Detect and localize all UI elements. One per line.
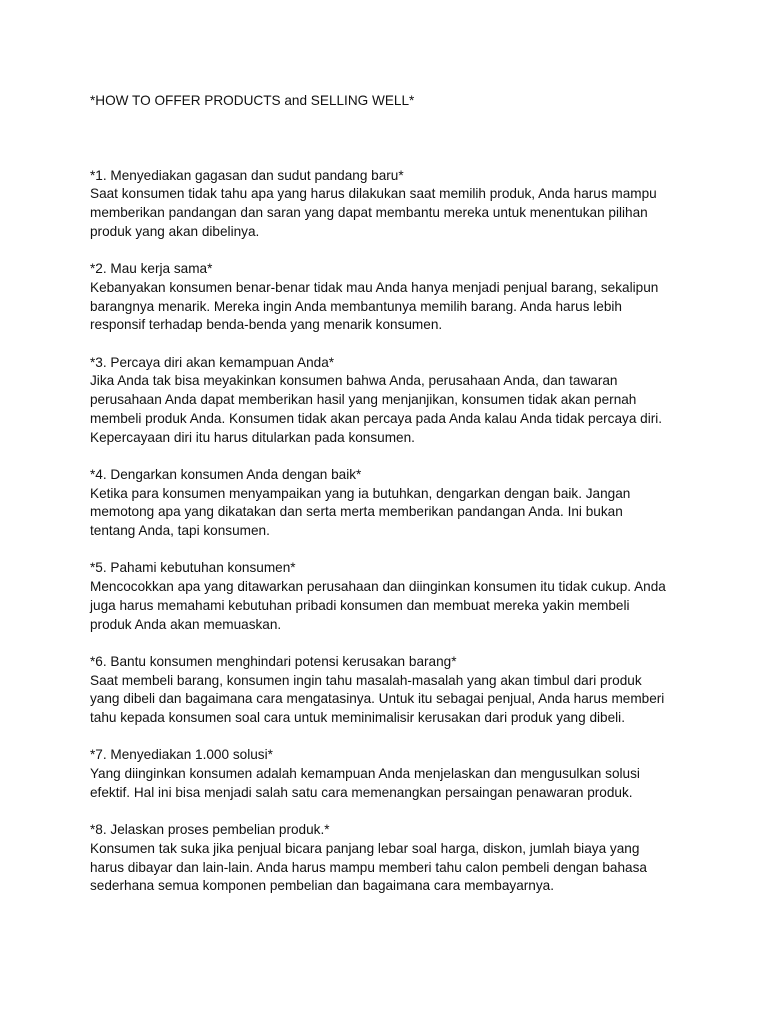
section-body-line: Jika Anda tak bisa meyakinkan konsumen bahwa Anda, perusahaan Anda, dan tawaran [90,373,618,389]
section-8 [90,821,690,896]
section-body-line: tahu kepada konsumen soal cara untuk meminimalisir kerusakan dari produk yang dibeli. [90,710,625,726]
section-body-line: Kepercayaan diri itu harus ditularkan pada konsumen. [90,429,415,445]
section-body-line: efektif. Hal ini bisa menjadi salah satu cara memenangkan persaingan penawaran produk. [90,784,633,800]
section-2 [90,260,690,335]
section-6 [90,653,690,728]
section-heading: *3. Percaya diri akan kemampuan Anda* [90,354,335,370]
section-body-line: perusahaan Anda dapat memberikan hasil yang menjanjikan, konsumen tidak akan pernah [90,392,637,408]
section-body-line: Yang diinginkan konsumen adalah kemampuan Anda menjelaskan dan mengusulkan solusi [90,766,640,782]
section-body-line: Kebanyakan konsumen benar-benar tidak mau Anda hanya menjadi penjual barang, sekalipun [90,279,659,295]
section-body-line: harus dibayar dan lain-lain. Anda harus mampu memberi tahu calon pembeli dengan bahasa [90,859,647,875]
section-body-line: Saat membeli barang, konsumen ingin tahu masalah-masalah yang akan timbul dari produk [90,672,642,688]
section-7 [90,746,690,802]
sections-container [90,167,690,896]
section-heading: *1. Menyediakan gagasan dan sudut pandang baru* [90,167,404,183]
section-body-line: memotong apa yang dikatakan dan serta merta memberikan pandangan Anda. Ini bukan [90,504,623,520]
section-body-line: yang dibeli dan bagaimana cara mengatasinya. Untuk itu sebagai penjual, Anda harus memberi [90,691,665,707]
section-heading: *2. Mau kerja sama* [90,261,213,277]
section-5 [90,559,690,634]
section-body-line: juga harus memahami kebutuhan pribadi konsumen dan membuat mereka yakin membeli [90,597,630,613]
section-heading: *4. Dengarkan konsumen Anda dengan baik* [90,466,362,482]
section-body-line: responsif terhadap benda-benda yang menarik konsumen. [90,317,443,333]
section-body-line: produk yang akan dibelinya. [90,223,260,239]
document-title: *HOW TO OFFER PRODUCTS and SELLING WELL* [90,93,415,108]
section-3 [90,354,690,448]
section-body-line: Ketika para konsumen menyampaikan yang ia butuhkan, dengarkan dengan baik. Jangan [90,485,631,501]
section-body-line: barangnya menarik. Mereka ingin Anda membantunya memilih barang. Anda harus lebih [90,298,622,314]
section-heading: *8. Jelaskan proses pembelian produk.* [90,822,330,838]
section-heading: *5. Pahami kebutuhan konsumen* [90,560,296,576]
section-body-line: Mencocokkan apa yang ditawarkan perusahaan dan diinginkan konsumen itu tidak cukup. Anda [90,579,666,595]
section-body-line: sederhana semua komponen pembelian dan bagaimana cara membayarnya. [90,878,554,894]
section-4 [90,466,690,541]
section-body-line: Saat konsumen tidak tahu apa yang harus dilakukan saat memilih produk, Anda harus mampu [90,186,657,202]
section-body-line: produk Anda akan memuaskan. [90,616,282,632]
document-page [90,92,690,915]
section-body-line: memberikan pandangan dan saran yang dapat membantu mereka untuk menentukan pilihan [90,205,648,221]
section-body-line: Konsumen tak suka jika penjual bicara panjang lebar soal harga, diskon, jumlah biaya yang [90,840,640,856]
section-body-line: tentang Anda, tapi konsumen. [90,523,270,539]
section-heading: *7. Menyediakan 1.000 solusi* [90,747,273,763]
section-heading: *6. Bantu konsumen menghindari potensi kerusakan barang* [90,653,457,669]
section-body-line: membeli produk Anda. Konsumen tidak akan percaya pada Anda kalau Anda tidak percaya diri. [90,410,663,426]
section-1 [90,167,690,242]
